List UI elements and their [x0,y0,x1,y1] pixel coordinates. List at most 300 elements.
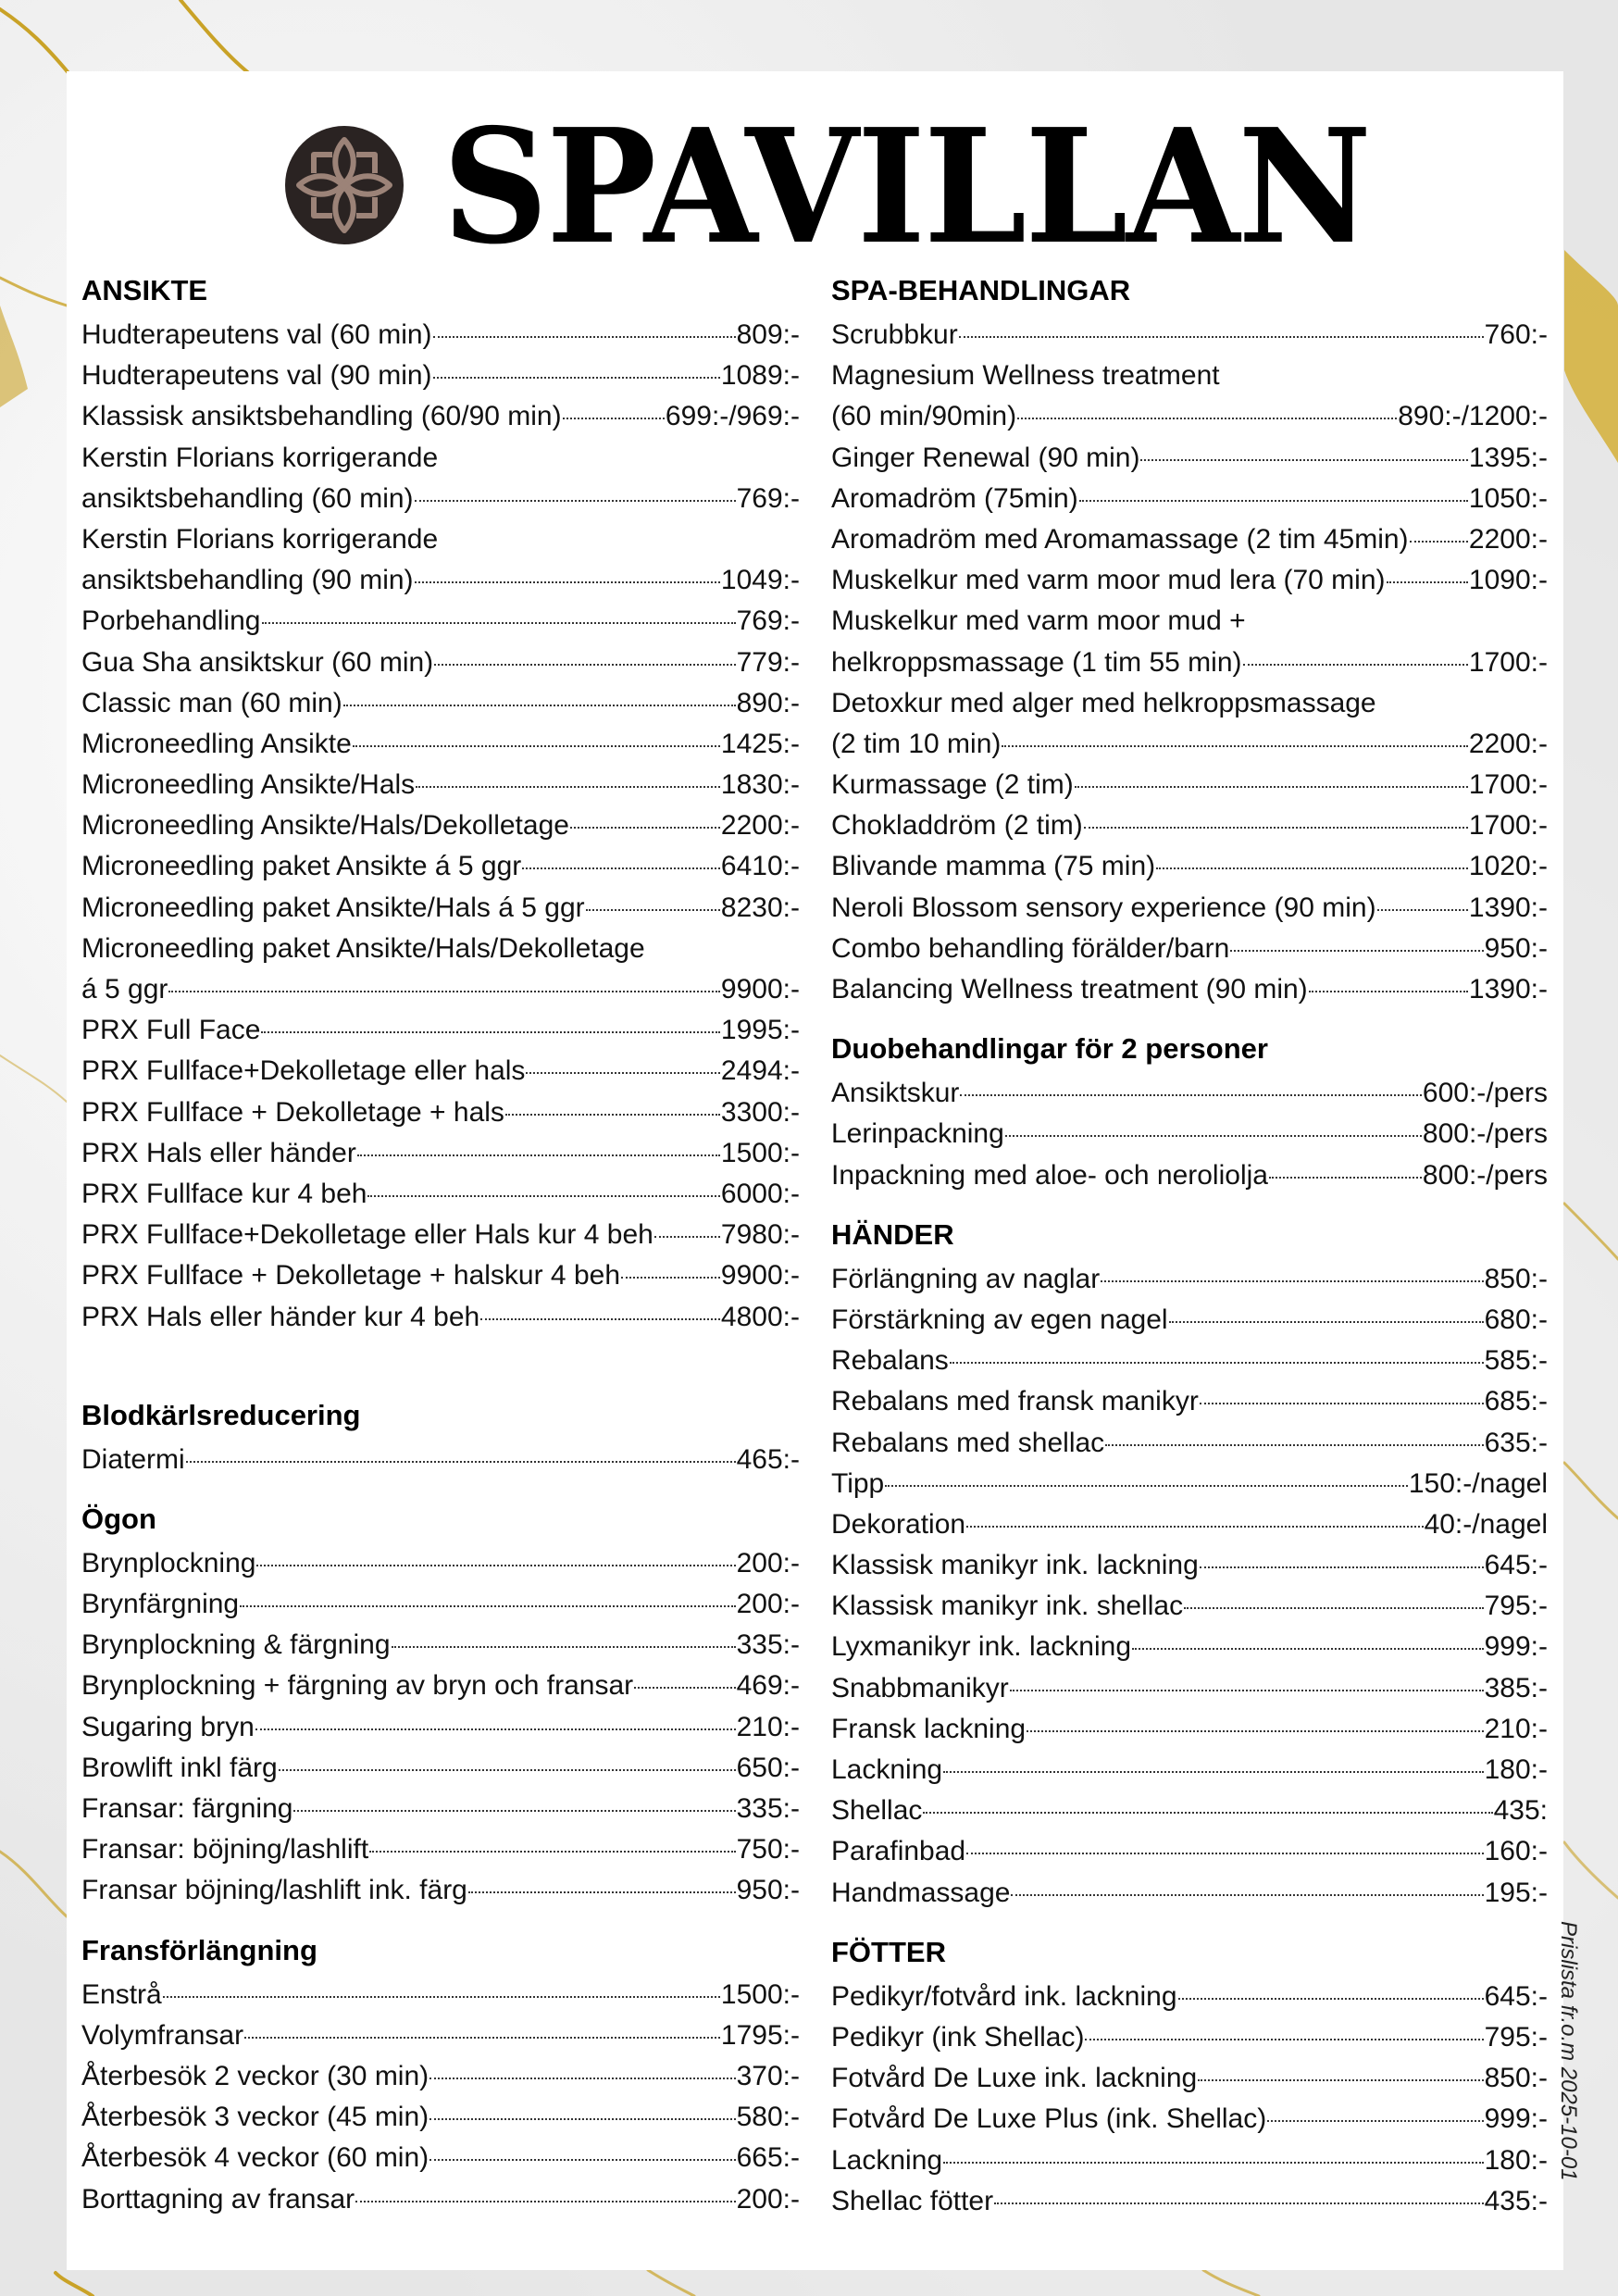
dot-leader [415,581,720,583]
section-ogon [81,1499,800,1912]
item-price: 890:-/1200:- [1398,401,1548,432]
item-price: 335:- [736,1629,800,1661]
price-item [831,1831,1548,1872]
section-spacer [81,1480,800,1499]
price-item [831,805,1548,846]
item-price: 685:- [1484,1386,1548,1417]
item-price: 40:-/nagel [1424,1508,1548,1540]
dot-leader [1377,909,1468,911]
dot-leader [415,500,736,502]
item-name: PRX Fullface kur 4 beh [81,1178,367,1209]
dot-leader [1017,418,1397,419]
item-price: 200:- [736,1547,800,1578]
section-fotter [831,1932,1548,2222]
logo-emblem-icon [284,125,404,245]
item-name: PRX Full Face [81,1015,261,1046]
item-name: Lyxmanikyr ink. lackning [831,1631,1132,1663]
dot-leader [943,1771,1484,1773]
item-name: Magnesium Wellness treatment [831,360,1220,392]
price-item [81,888,800,929]
item-price: 800:-/pers [1422,1159,1548,1191]
item-price: 769:- [736,605,800,637]
item-name: Fransar böjning/lashlift ink. färg [81,1875,467,1906]
item-name: Gua Sha ansiktskur (60 min) [81,646,434,678]
item-name: Ginger Renewal (90 min) [831,442,1140,473]
item-price: 195:- [1484,1877,1548,1908]
item-price: 645:- [1484,1550,1548,1581]
item-price: 645:- [1484,1980,1548,2012]
price-item [81,2097,800,2138]
price-item [81,1010,800,1051]
item-name: Microneedling Ansikte/Hals/Dekolletage [81,810,569,842]
item-price: 1500:- [720,1137,800,1168]
dot-leader [1140,459,1467,461]
dot-leader [293,1810,735,1812]
price-item [831,888,1548,929]
item-price: 435:- [1484,2185,1548,2216]
item-price: 809:- [736,319,800,350]
price-item [831,1977,1548,2017]
price-item [831,765,1548,805]
price-item [831,1545,1548,1586]
item-name: Aromadröm med Aromamassage (2 tim 45min) [831,523,1409,555]
dot-leader [1200,1403,1484,1404]
item-price: 180:- [1484,2144,1548,2176]
item-name: Parafinbad [831,1836,966,1867]
price-item [81,643,800,683]
item-name: Ansiktskur [831,1078,960,1109]
dot-leader [343,705,736,706]
item-price: 200:- [736,2183,800,2215]
dot-leader [654,1236,720,1238]
dot-leader [959,336,1484,338]
price-item [831,643,1548,683]
item-price: 469:- [736,1670,800,1702]
dot-leader [1084,827,1468,829]
item-price: 1050:- [1468,482,1548,514]
item-name: Kerstin Florians korrigerande [81,523,439,555]
item-price: 795:- [1484,1591,1548,1622]
price-item [831,479,1548,519]
price-item [81,396,800,437]
item-price: 2200:- [720,810,800,842]
dot-leader [240,1605,736,1607]
price-item [81,969,800,1010]
item-price: 370:- [736,2060,800,2091]
section-spacer [831,1914,1548,1932]
item-price: 8230:- [720,892,800,923]
item-name: Classic man (60 min) [81,687,342,718]
dot-leader [621,1277,720,1279]
price-item [831,2017,1548,2058]
price-item [831,1750,1548,1791]
price-item [831,1668,1548,1709]
item-price: 699:-/969:- [665,401,800,432]
price-item [81,1092,800,1133]
item-name: Lackning [831,1754,943,1785]
item-price: 680:- [1484,1304,1548,1335]
dot-leader [279,1769,736,1771]
dot-leader [960,1094,1422,1096]
item-name: Aromadröm (75min) [831,482,1078,514]
item-price: 3300:- [720,1096,800,1128]
item-name: ansiktsbehandling (60 min) [81,482,414,514]
dot-leader [255,1728,736,1730]
item-price: 4800:- [720,1301,800,1332]
item-name: Chokladdröm (2 tim) [831,810,1083,842]
dot-leader [357,1154,720,1156]
item-name: Förstärkning av egen nagel [831,1304,1168,1335]
item-name: Fotvård De Luxe ink. lackning [831,2063,1198,2094]
price-item [81,2138,800,2178]
price-item-name-line [81,519,800,560]
item-name: Hudterapeutens val (60 min) [81,319,432,350]
price-item [81,1051,800,1092]
item-name: PRX Hals eller händer kur 4 beh [81,1301,480,1332]
section-title: Duobehandlingar för 2 personer [831,1032,1268,1066]
item-name: Fransk lackning [831,1713,1027,1744]
price-item [81,1440,800,1480]
item-price: 9900:- [720,1260,800,1292]
price-item [81,2179,800,2220]
dot-leader [966,1853,1484,1854]
dot-leader [1269,1177,1422,1179]
section-title: Fransförlängning [81,1933,317,1966]
price-item [81,1975,800,2015]
dot-leader [1027,1730,1484,1732]
price-item [831,1504,1548,1545]
price-item [831,1073,1548,1114]
price-item [831,2099,1548,2140]
dot-leader [1267,2120,1483,2122]
item-name: Neroli Blossom sensory experience (90 min) [831,892,1376,923]
item-name: Diatermi [81,1443,185,1475]
dot-leader [1184,1607,1483,1609]
item-price: 210:- [736,1711,800,1742]
item-name: á 5 ggr [81,974,168,1004]
item-name: Blivande mamma (75 min) [831,851,1156,882]
item-price: 1049:- [720,565,800,596]
item-name: Återbesök 4 veckor (60 min) [81,2142,429,2174]
section-duobehandlingar-for-2-personer [831,1029,1548,1196]
price-item [831,1791,1548,1831]
item-name: Kurmassage (2 tim) [831,769,1074,801]
price-item [81,846,800,887]
item-name: Pedikyr (ink Shellac) [831,2021,1085,2053]
item-price: 180:- [1484,1754,1548,1785]
item-name: Detoxkur med alger med helkroppsmassage [831,687,1376,718]
dot-leader [392,1646,736,1648]
price-item [831,560,1548,601]
dot-leader [416,786,720,788]
item-name: Rebalans med shellac [831,1427,1105,1458]
dot-leader [634,1687,735,1689]
item-price: 950:- [736,1875,800,1906]
dot-leader [480,1318,720,1320]
item-name: Muskelkur med varm moor mud lera (70 min) [831,565,1386,596]
price-item [831,1586,1548,1627]
section-title: Ögon [81,1502,156,1535]
item-name: Brynplockning [81,1547,256,1578]
item-name: PRX Hals eller händer [81,1137,356,1168]
item-name: helkroppsmassage (1 tim 55 min) [831,646,1242,678]
item-name: Lerinpackning [831,1118,1004,1150]
dot-leader [429,2078,735,2079]
item-name: Dekoration [831,1508,966,1540]
item-price: 850:- [1484,1263,1548,1294]
dot-leader [1243,664,1468,666]
item-price: 1795:- [720,2019,800,2051]
item-name: (2 tim 10 min) [831,728,1002,759]
item-price: 1995:- [720,1015,800,1046]
dot-leader [1410,541,1468,543]
dot-leader [1387,581,1468,583]
item-price: 585:- [1484,1345,1548,1377]
item-price: 1390:- [1468,892,1548,923]
price-item [831,396,1548,437]
dot-leader [1156,867,1468,869]
price-item [831,1873,1548,1914]
item-price: 795:- [1484,2021,1548,2053]
dot-leader [261,1031,720,1033]
price-item [81,1255,800,1296]
price-item [81,724,800,765]
item-name: PRX Fullface + Dekolletage + hals [81,1096,504,1128]
item-price: 800:-/pers [1422,1118,1548,1150]
dot-leader [943,2162,1484,2164]
item-name: Förlängning av naglar [831,1263,1101,1294]
item-name: Inpackning med aloe- och neroliolja [831,1159,1268,1191]
item-price: 1830:- [720,769,800,801]
price-item-name-line [831,683,1548,724]
dot-leader [163,1996,720,1998]
dot-leader [429,2118,735,2120]
dot-leader [1079,500,1468,502]
price-item [831,846,1548,887]
item-price: 1425:- [720,728,800,759]
item-name: Brynplockning + färgning av bryn och fransar [81,1670,634,1702]
item-price: 2200:- [1468,523,1548,555]
price-item [81,1666,800,1706]
price-item [831,315,1548,356]
price-item [81,1543,800,1584]
price-item [81,356,800,396]
dot-leader [885,1485,1408,1487]
item-price: 7980:- [720,1219,800,1251]
price-item-name-line [831,356,1548,396]
item-price: 769:- [736,482,800,514]
dot-leader [262,622,736,624]
item-name: Microneedling Ansikte/Hals [81,769,416,801]
price-item [831,1709,1548,1750]
item-name: PRX Fullface + Dekolletage + halskur 4 beh [81,1260,620,1292]
price-item [81,1707,800,1748]
price-list-page [67,71,1563,2270]
dot-leader [1085,2039,1483,2040]
item-name: Fotvård De Luxe Plus (ink. Shellac) [831,2103,1267,2135]
item-price: 779:- [736,646,800,678]
price-item [81,1174,800,1215]
item-price: 1700:- [1468,810,1548,842]
item-name: Lackning [831,2144,943,2176]
item-price: 1090:- [1468,565,1548,596]
dot-leader [434,664,735,666]
item-price: 580:- [736,2102,800,2133]
section-spacer [81,1338,800,1395]
item-price: 6000:- [720,1178,800,1209]
item-name: Brynfärgning [81,1589,240,1620]
price-item [831,929,1548,969]
dot-leader [433,336,736,338]
item-name: Återbesök 2 veckor (30 min) [81,2060,429,2091]
brand-wordmark: SPAVILLAN [442,94,1371,280]
dot-leader [526,1072,720,1074]
item-price: 150:-/nagel [1408,1467,1548,1499]
item-price: 1700:- [1468,769,1548,801]
item-name: Microneedling paket Ansikte/Hals á 5 ggr [81,892,585,923]
dot-leader [433,377,720,379]
dot-leader [1178,1998,1484,2000]
item-name: Tipp [831,1467,885,1499]
price-item [81,1789,800,1829]
price-list-validity-note: Prislista fr.o.m 2025-10-01 [1556,1921,1581,2181]
price-item [81,2015,800,2056]
price-item [831,2140,1548,2181]
item-name: Klassisk ansiktsbehandling (60/90 min) [81,401,562,432]
item-price: 335:- [736,1793,800,1824]
item-name: Klassisk manikyr ink. lackning [831,1550,1199,1581]
header [67,94,1563,280]
dot-leader [1169,1321,1484,1323]
item-price: 1395:- [1468,442,1548,473]
item-name: Balancing Wellness treatment (90 min) [831,974,1308,1004]
item-price: 160:- [1484,1836,1548,1867]
section-spacer [831,1196,1548,1215]
dot-leader [1011,1894,1483,1896]
price-item [81,560,800,601]
price-item [831,1259,1548,1300]
item-name: Kerstin Florians korrigerande [81,442,439,473]
section-blodkarlsreducering [81,1395,800,1480]
dot-leader [522,867,720,869]
section-title: Blodkärlsreducering [81,1398,361,1431]
dot-leader [1200,1566,1484,1568]
item-name: Klassisk manikyr ink. shellac [831,1591,1184,1622]
price-item [81,1133,800,1174]
price-item [81,1584,800,1625]
dot-leader [168,991,720,992]
item-price: 9900:- [720,974,800,1004]
item-name: Snabbmanikyr [831,1672,1009,1703]
price-item [831,1114,1548,1154]
section-fransforlangning [81,1930,800,2220]
dot-leader [1005,1135,1422,1137]
item-name: Enstrå [81,1978,162,2010]
price-item [831,519,1548,560]
price-item [831,1423,1548,1464]
item-name: PRX Fullface+Dekolletage eller hals [81,1055,526,1087]
item-name: PRX Fullface+Dekolletage eller Hals kur 4 beh [81,1219,653,1251]
dot-leader [1002,745,1468,747]
item-name: Shellac fötter [831,2185,994,2216]
price-item [831,1341,1548,1381]
dot-leader [1075,786,1468,788]
price-item [81,601,800,642]
section-spa-behandlingar [831,270,1548,1010]
dot-leader [994,2202,1484,2204]
dot-leader [1105,1444,1483,1446]
item-name: Combo behandling förälder/barn [831,932,1230,964]
item-price: 665:- [736,2142,800,2174]
price-item [831,1381,1548,1422]
section-title: HÄNDER [831,1217,954,1251]
section-title: FÖTTER [831,1935,946,1968]
dot-leader [353,745,720,747]
price-item [81,1829,800,1870]
item-price: 650:- [736,1752,800,1783]
dot-leader [966,1526,1423,1528]
dot-leader [256,1565,735,1566]
item-price: 760:- [1484,319,1548,350]
price-item [831,1464,1548,1504]
dot-leader [468,1891,736,1893]
item-price: 1500:- [720,1978,800,2010]
item-price: 385:- [1484,1672,1548,1703]
item-name: Återbesök 3 veckor (45 min) [81,2102,429,2133]
left-column [81,270,800,2220]
section-title: ANSIKTE [81,274,208,306]
item-price: 6410:- [720,851,800,882]
price-item [81,1625,800,1666]
item-price: 1020:- [1468,851,1548,882]
dot-leader [186,1461,736,1463]
dot-leader [1230,950,1483,952]
item-name: Brynplockning & färgning [81,1629,391,1661]
dot-leader [367,1195,719,1197]
dot-leader [586,909,720,911]
item-name: Fransar: färgning [81,1793,293,1824]
item-price: 2494:- [720,1055,800,1087]
dot-leader [369,1851,735,1853]
item-price: 435: [1493,1795,1548,1827]
dot-leader [570,827,720,829]
price-item [831,2058,1548,2099]
item-name: Microneedling Ansikte [81,728,352,759]
item-name: (60 min/90min) [831,401,1017,432]
price-item [81,315,800,356]
section-spacer [81,1912,800,1930]
price-item-name-line [81,929,800,969]
item-name: Microneedling paket Ansikte/Hals/Dekolletage [81,932,645,964]
item-name: Shellac [831,1795,923,1827]
price-item [831,1627,1548,1667]
item-name: Porbehandling [81,605,261,637]
item-price: 890:- [736,687,800,718]
item-name: Volymfransar [81,2019,244,2051]
price-item [81,2056,800,2097]
price-item [81,1215,800,1255]
item-price: 2200:- [1468,728,1548,759]
section-ansikte [81,270,800,1338]
item-name: Muskelkur med varm moor mud + [831,605,1246,637]
section-title: SPA-BEHANDLINGAR [831,274,1131,306]
price-item [831,2181,1548,2222]
item-name: Pedikyr/fotvård ink. lackning [831,1980,1177,2012]
price-item [831,438,1548,479]
dot-leader [429,2159,735,2161]
dot-leader [1010,1690,1484,1691]
item-name: ansiktsbehandling (90 min) [81,565,414,596]
